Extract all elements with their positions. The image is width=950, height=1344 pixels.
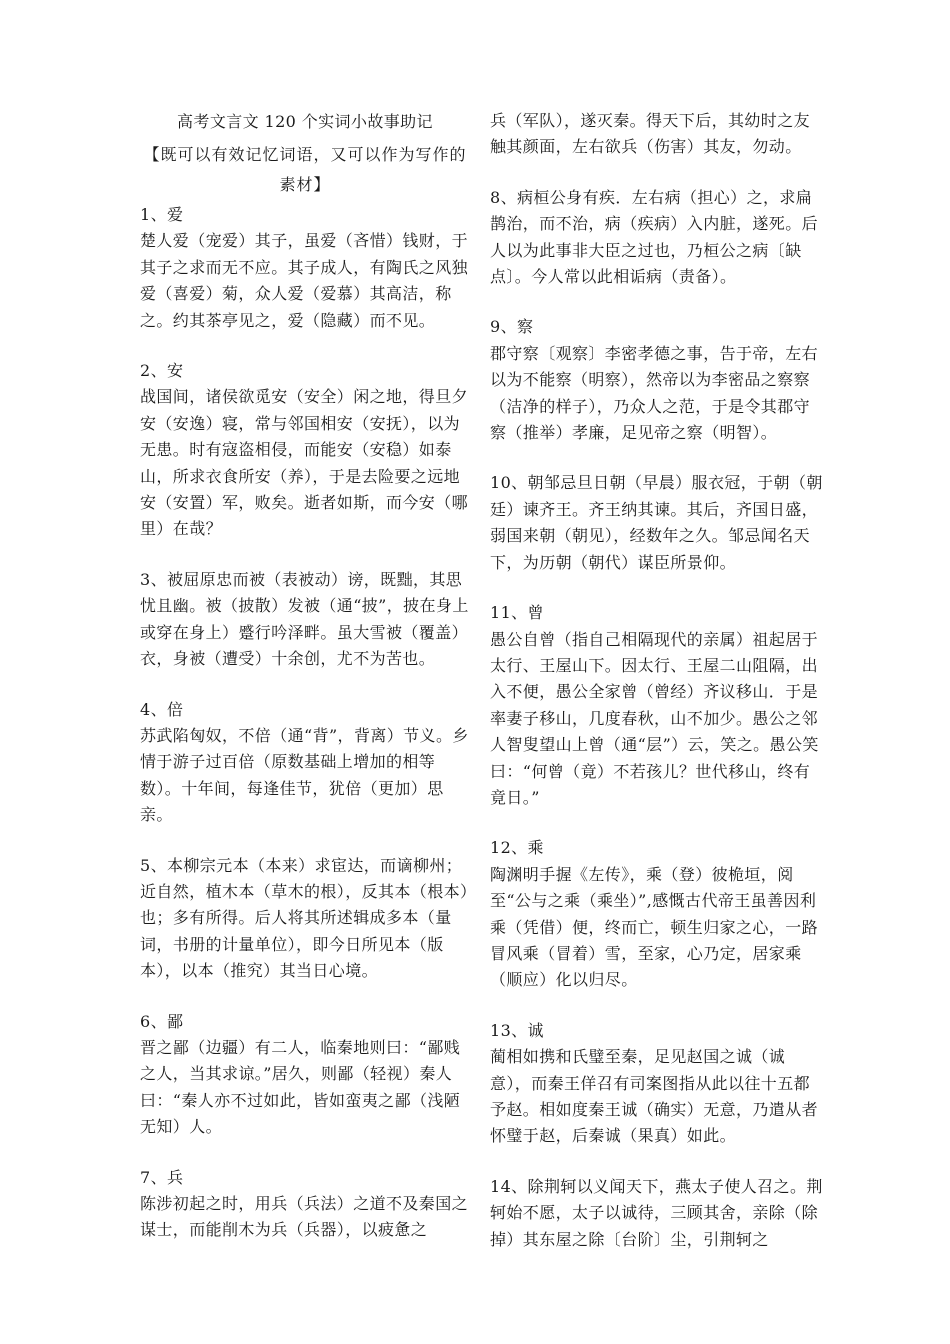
- entry-body: 楚人爱（宠爱）其子，虽爱（吝惜）钱财，于其子之求而无不应。其子成人，有陶氏之风独爱（喜爱）菊，众人爱（爱慕）其高洁，称之。约其茶亭见之，爱（隐藏）而不见。: [140, 231, 469, 330]
- entry-heading: 1、爱: [140, 205, 184, 224]
- entry-body: 郡守察〔观察〕李密孝德之事，告于帝，左右以为不能察（明察），然帝以为李密品之察察（洁净的样子），乃众人之范，于是令其郡守察（推举）孝廉，足见帝之察（明智）。: [490, 343, 819, 443]
- document-subtitle: 【既可以有效记忆词语，又可以作为写作的素材】: [143, 145, 467, 194]
- entry-13: [490, 1018, 825, 1150]
- entry-9: [490, 314, 825, 446]
- entry-body: 3、被屈原忠而被（表被动）谤，既黜，其思忧且幽。被（披散）发被（通“披”，披在身上或穿在身上）蹙行吟泽畔。虽大雪被（覆盖）衣，身被（遭受）十余创，尤不为苦也。: [140, 569, 469, 669]
- entry-body: 14、除荆轲以义闻天下，燕太子使人召之。荆轲始不愿，太子以诚待，三顾其舍，亲除（除掉）其东屋之除〔台阶〕尘，引荆轲之: [490, 1176, 823, 1249]
- entry-body: 晋之鄙（边疆）有二人，临秦地则曰：“鄙贱之人，当其求谅。”居久，则鄙（轻视）秦人曰：“秦人亦不过如此，皆如蛮夷之鄙（浅陋无知）人。: [140, 1037, 461, 1137]
- entry-heading: 6、鄙: [140, 1011, 184, 1031]
- entry-8: [490, 185, 825, 291]
- entry-body: 陶渊明手握《左传》，乘（登）彼桅垣，阅至“公与之乘（乘坐）”,感慨古代帝王虽善因利乘（凭借）便，终而亡，顿生归家之心，一路冒风乘（冒着）雪，至家，心乃定，居家乘（顺应）化以归尽。: [490, 864, 819, 990]
- entry-heading: 13、诚: [490, 1020, 544, 1040]
- entry-2: [140, 358, 470, 543]
- entry-body: 陈涉初起之时，用兵（兵法）之道不及秦国之谋士，而能削木为兵（兵器），以疲惫之: [140, 1194, 469, 1240]
- entry-7-continued: [490, 108, 825, 161]
- entry-1: [140, 202, 470, 334]
- entry-4: [140, 697, 470, 829]
- document-title: 高考文言文 120 个实词小故事助记: [177, 112, 433, 131]
- entry-body: 蔺相如携和氏璧至秦，足见赵国之诚（诚意），而秦王佯召有司案图指从此以往十五都予赵。相如度秦王诚（确实）无意，乃遣从者怀璧于赵，后秦诚（果真）如此。: [490, 1047, 819, 1146]
- entry-6: [140, 1009, 470, 1141]
- entry-heading: 9、察: [490, 317, 534, 337]
- entry-11: [490, 600, 825, 811]
- entry-heading: 7、兵: [140, 1167, 184, 1187]
- entry-body: 10、朝邹忌旦日朝（早晨）服衣冠，于朝（朝廷）谏齐王。齐王纳其谏。其后，齐国日盛，弱国来朝（朝见），经数年之久。邹忌闻名天下，为历朝（朝代）谋臣所景仰。: [490, 473, 823, 572]
- entry-heading: 11、曾: [490, 603, 544, 623]
- entry-3: [140, 567, 470, 673]
- left-column: [140, 108, 470, 1268]
- entry-body: 苏武陷匈奴，不倍（通“背”，背离）节义。乡情于游子过百倍（原数基础上增加的相等数）。十年间，每逢佳节，犹倍（更加）思亲。: [140, 725, 469, 825]
- entry-14: [490, 1174, 825, 1253]
- entry-body: 8、病桓公身有疾．左右病（担心）之，求扁鹊治，而不治，病（疾病）入内脏，遂死。后人以为此事非大臣之过也，乃桓公之病〔缺点〕。今人常以此相诟病（责备）。: [490, 187, 819, 287]
- entry-body: 战国间，诸侯欲觅安（安全）闲之地，得旦夕安（安逸）寝，常与邻国相安（安抚），以为无患。时有寇盗相侵，而能安（安稳）如泰山，所求衣食所安（养），于是去险要之远地安（安置）军，败矣。逝者如斯，而今安（哪里）在哉？: [140, 387, 469, 539]
- entry-5: [140, 853, 470, 985]
- entry-body: 兵（军队），遂灭秦。得天下后，其幼时之友触其颜面，左右欲兵（伤害）其友，勿动。: [490, 111, 811, 157]
- entry-12: [490, 835, 825, 993]
- entry-10: [490, 470, 825, 576]
- entry-7: [140, 1165, 470, 1244]
- right-column: [490, 108, 825, 1277]
- entry-heading: 2、安: [140, 361, 184, 381]
- entry-heading: 4、倍: [140, 699, 184, 719]
- entry-body: 愚公自曾（指自己相隔现代的亲属）祖起居于太行、王屋山下。因太行、王屋二山阻隔，出入不便，愚公全家曾（曾经）齐议移山．于是率妻子移山，几度春秋，山不加少。愚公之邻人智叟望山上曾（通“层”）云，笑之。愚公笑曰：“何曾（竟）不若孩儿？世代移山，终有竟日。”: [490, 629, 819, 807]
- entry-body: 5、本柳宗元本（本来）求宦达，而谪柳州；近自然，植木本（草木的根），反其本（根本）也；多有所得。后人将其所述辑成多本（量词，书册的计量单位），即今日所见本（版本），以本（推究）其当日心境。: [140, 855, 469, 981]
- entry-heading: 12、乘: [490, 838, 544, 858]
